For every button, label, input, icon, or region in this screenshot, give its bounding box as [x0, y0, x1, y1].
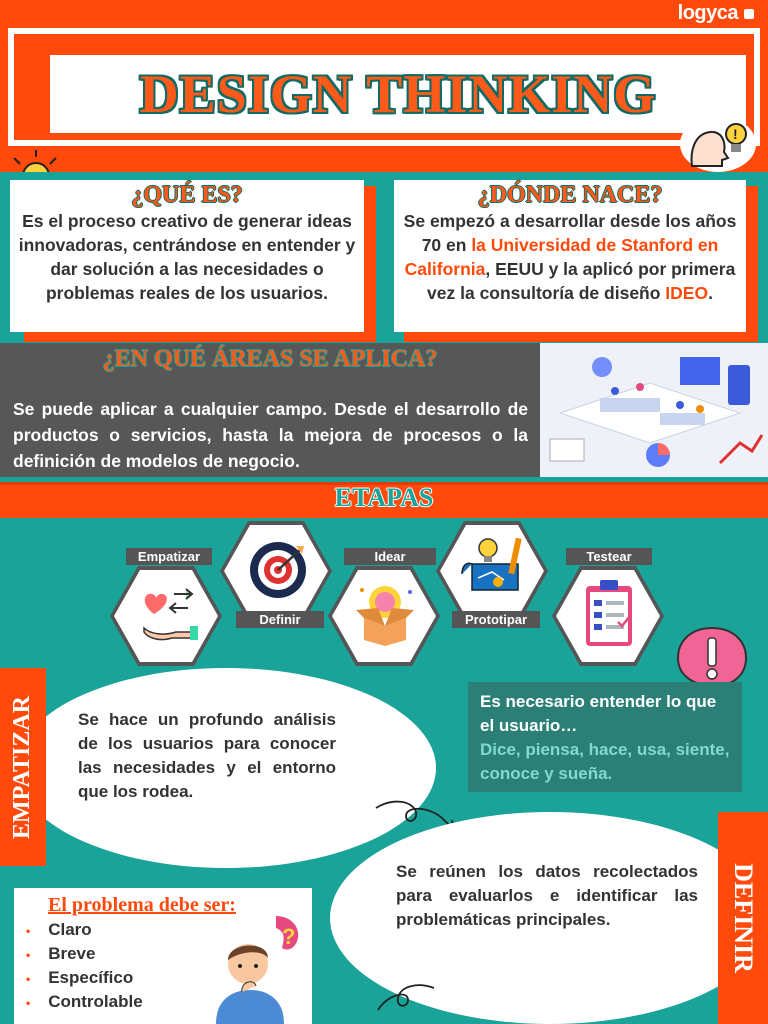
page-title: DESIGN THINKING [139, 64, 657, 124]
donde-nace-text-5: . [708, 283, 713, 303]
bullet-icon: • [26, 972, 31, 986]
heart-exchange-icon [136, 584, 200, 644]
problem-item-label: Controlable [48, 992, 143, 1011]
donde-nace-text [402, 209, 738, 305]
areas-text: Se puede aplicar a cualquier campo. Desde el desarrollo de productos o servicios, hasta la mejora de procesos o la definición de modelos de negocio. [13, 399, 528, 471]
note-line-2: Dice, piensa, hace, usa, siente, conoce y sueña. [480, 740, 730, 783]
idea-head-icon [676, 112, 760, 176]
problem-item [26, 968, 133, 988]
etapas-heading: ETAPAS [334, 483, 434, 512]
bullet-icon: • [26, 948, 31, 962]
title-box [50, 55, 746, 133]
problem-item [26, 944, 95, 964]
problem-item-label: Breve [48, 944, 96, 963]
checklist-clipboard-icon [578, 578, 640, 650]
bullet-icon: • [26, 996, 31, 1010]
definir-text: Se reúnen los datos recolectados para evaluarlos e identificar las problemáticas principales. [396, 862, 698, 929]
stage-label-idear: Idear [344, 548, 436, 565]
donde-nace-heading: ¿DÓNDE NACE? [477, 182, 663, 208]
definir-tab-label: DEFINIR [729, 863, 759, 973]
donde-nace-card [394, 180, 746, 332]
office-illustration [540, 343, 768, 477]
stage-label-prototipar: Prototipar [452, 611, 540, 628]
curly-arrow-bottom-icon [368, 980, 438, 1020]
brand-logo [678, 2, 754, 25]
svg-text:!: ! [733, 126, 738, 142]
note-line-1: Es necesario entender lo que el usuario… [480, 692, 717, 735]
donde-nace-text-3: , EEUU y la aplicó por primera vez la consultoría de diseño [427, 259, 736, 303]
que-es-heading: ¿QUÉ ES? [131, 182, 243, 208]
empatizar-tab-label-wrap [0, 668, 46, 866]
stage-label-definir: Definir [236, 611, 324, 628]
bullet-icon: • [26, 924, 31, 938]
thinking-person-icon [206, 912, 326, 1024]
empatizar-tab-label: EMPATIZAR [9, 695, 36, 839]
blueprint-tools-icon [458, 534, 528, 596]
stage-label-testear: Testear [566, 548, 652, 565]
areas-heading: ¿EN QUÉ ÁREAS SE APLICA? [102, 346, 438, 372]
problem-item [26, 992, 143, 1012]
stanford-highlight: la Universidad de Stanford en California [404, 235, 719, 279]
target-icon [244, 538, 312, 602]
svg-text:?: ? [282, 924, 296, 949]
problem-heading: El problema debe ser: [48, 894, 236, 916]
problem-item [26, 920, 92, 940]
que-es-card [10, 180, 364, 332]
brand-text: logyca [677, 2, 738, 24]
stage-label-empatizar: Empatizar [126, 548, 212, 565]
donde-nace-text-1: Se empezó a desarrollar desde los años 70 en [403, 211, 737, 255]
ideo-highlight: IDEO [665, 283, 709, 303]
idea-box-icon [352, 580, 418, 646]
empatizar-text: Se hace un profundo análisis de los usuarios para conocer las necesidades y el entorno que los rodea. [78, 710, 336, 801]
problem-item-label: Específico [48, 968, 134, 987]
problem-item-label: Claro [48, 920, 92, 939]
que-es-text: Es el proceso creativo de generar ideas innovadoras, centrándose en entender y dar solución a las necesidades o problemas reales de los usuarios. [18, 211, 356, 303]
definir-tab-label-wrap [718, 812, 768, 1024]
